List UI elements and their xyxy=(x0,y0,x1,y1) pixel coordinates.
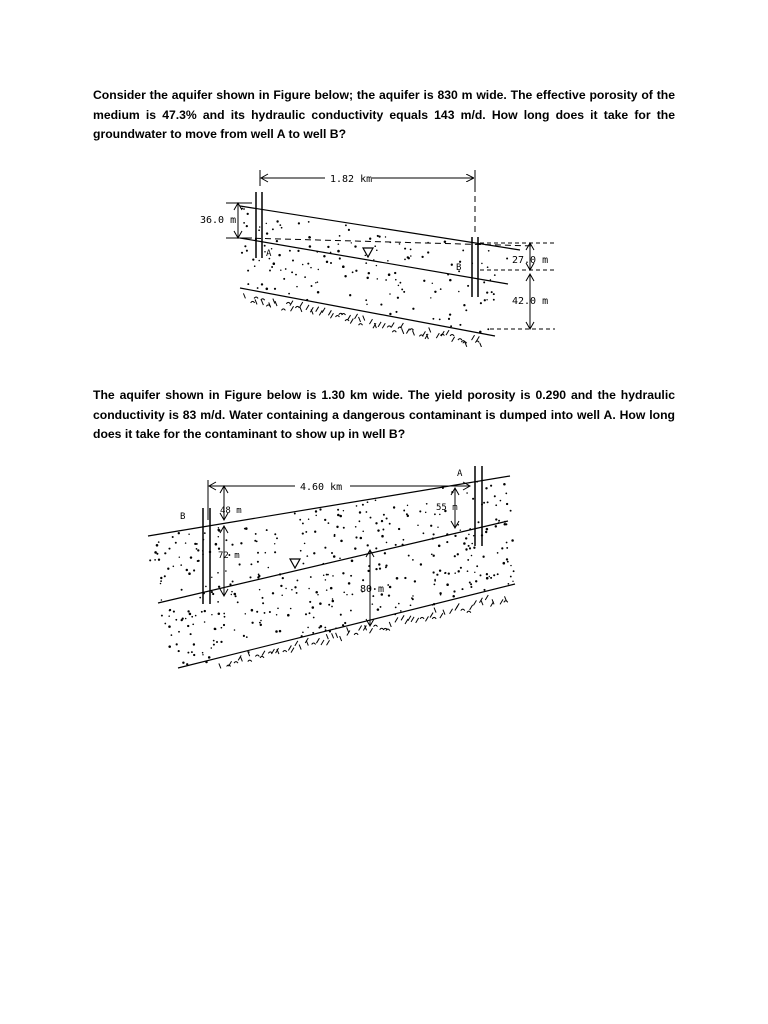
thickness-b-label-1: 27.0 m xyxy=(512,255,549,266)
aquifer-2-dots xyxy=(149,481,514,666)
aquifer-figure-1 xyxy=(190,162,570,347)
well-b-2 xyxy=(203,508,210,604)
problem-2-text: The aquifer shown in Figure below is 1.30 km wide. The yield porosity is 0.290 and the hydraulic conductivity is 83 m/d. Water containing a dangerous contaminant is dumped into well A. How long does it take for the contaminant to show up in well B? xyxy=(93,388,675,441)
aquifer-1-reference-dashed xyxy=(245,238,535,246)
aquifer-1-hatching xyxy=(243,293,491,347)
thickness-a-label-1: 36.0 m xyxy=(200,215,237,226)
aquifer-2-bottom-boundary xyxy=(178,584,515,668)
problem-1-text: Consider the aquifer shown in Figure below; the aquifer is 830 m wide. The effective porosity of the medium is 47.3% and its hydraulic conductivity equals 143 m/d. How long does it take for the groundwater to move from well A to well B? xyxy=(93,88,675,141)
aquifer-figure-2 xyxy=(140,458,530,673)
depth-b-label-2: 48 m xyxy=(220,506,242,516)
aquifer-1-bottom-boundary xyxy=(240,288,495,336)
well-a-label-1: A xyxy=(266,249,272,259)
head-diff-label-1: 42.0 m xyxy=(512,296,549,307)
distance-label-2: 4.60 km xyxy=(300,482,343,493)
well-a-2 xyxy=(475,466,482,546)
distance-label-1: 1.82 km xyxy=(330,174,373,185)
aquifer-1-dots xyxy=(241,208,508,334)
water-table-symbol-1 xyxy=(363,248,373,257)
well-a-label-2: A xyxy=(457,469,463,479)
aquifer-1-water-table xyxy=(240,238,508,284)
thickness-b-label-2: 72 m xyxy=(218,551,240,561)
depth-a-label-2: 55 m xyxy=(436,503,458,513)
well-b-label-2: B xyxy=(180,512,186,522)
well-a-1 xyxy=(256,192,262,258)
thickness-mid-label-2: 80 m xyxy=(360,584,385,595)
well-b-label-1: B xyxy=(456,263,462,273)
well-b-1 xyxy=(472,237,478,297)
water-table-symbol-2 xyxy=(290,559,300,568)
aquifer-2-hatching xyxy=(219,595,508,668)
